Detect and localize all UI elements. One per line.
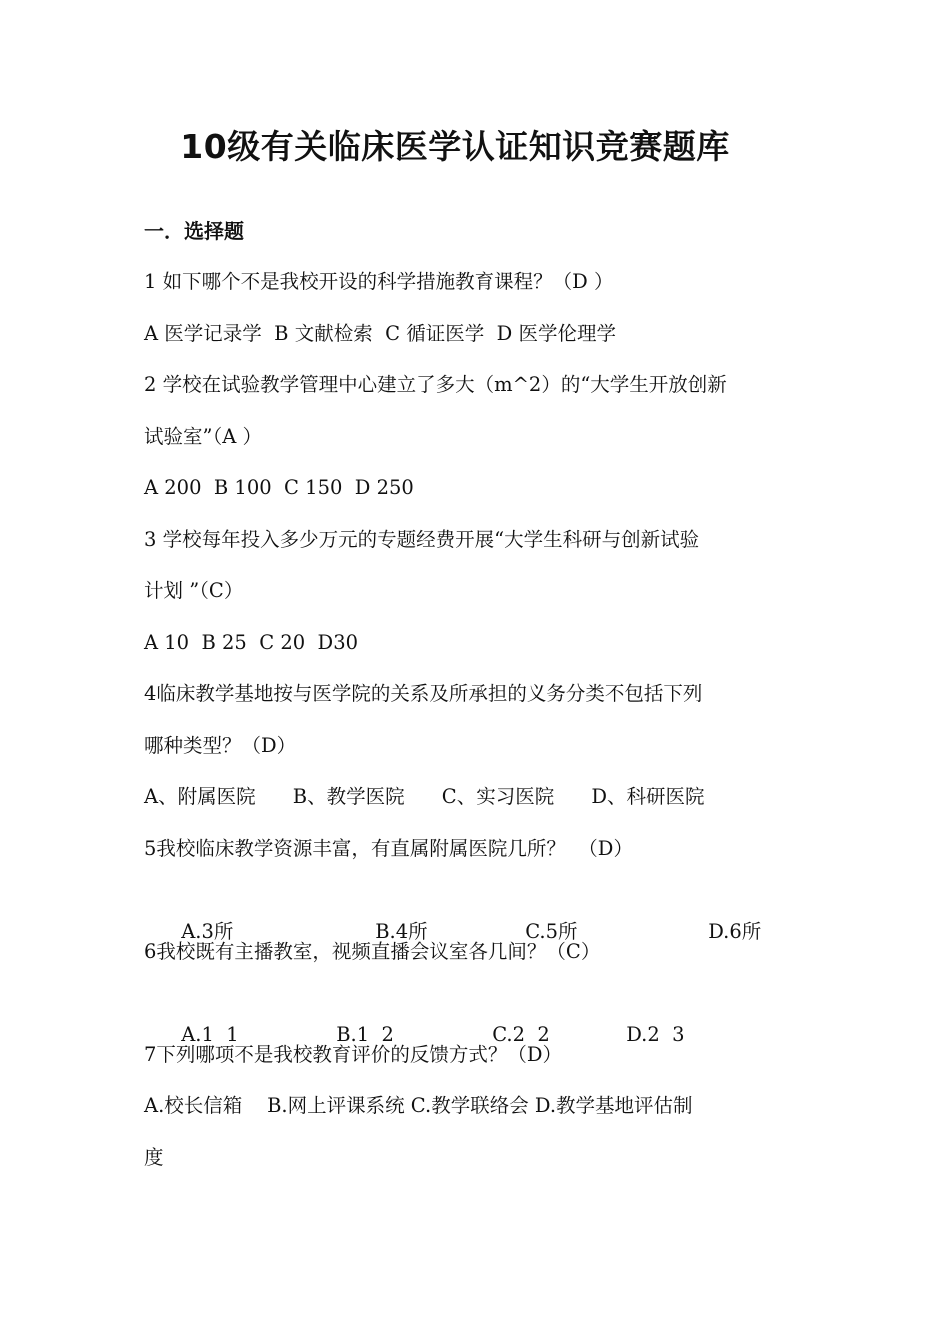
- q6-option-b: B.1 2: [336, 1023, 394, 1046]
- question-1: 1 如下哪个不是我校开设的科学措施教育课程？（D ）: [144, 270, 614, 293]
- question-2: 2 学校在试验教学管理中心建立了多大（m^2）的“大学生开放创新: [144, 373, 727, 396]
- q6-option-a: A.1 1: [181, 1023, 239, 1046]
- question-4-options: A、附属医院 B、教学医院 C、实习医院 D、科研医院: [144, 785, 705, 808]
- q5-option-a: A.3所: [181, 920, 234, 943]
- question-7-options-cont: 度: [144, 1145, 164, 1169]
- question-5: 5我校临床教学资源丰富，有直属附属医院几所？ （D）: [144, 836, 633, 860]
- question-list: [144, 266, 824, 1193]
- q6-option-c: C.2 2: [492, 1023, 550, 1046]
- q5-option-d: D.6所: [708, 920, 762, 943]
- question-5-options: [144, 884, 824, 943]
- question-2-cont: 试验室”（A ）: [144, 424, 262, 448]
- q6-option-d: D.2 3: [626, 1023, 685, 1046]
- question-3-options: A 10 B 25 C 20 D30: [144, 630, 359, 654]
- question-4: 4临床教学基地按与医学院的关系及所承担的义务分类不包括下列: [144, 682, 703, 705]
- document-title: 10级有关临床医学认证知识竞赛题库: [180, 127, 730, 166]
- question-4-cont: 哪种类型？（D）: [144, 733, 297, 757]
- question-2-options: A 200 B 100 C 150 D 250: [144, 476, 414, 499]
- question-6: 6我校既有主播教室，视频直播会议室各几间？（C）: [144, 939, 601, 963]
- q5-option-b: B.4所: [375, 920, 428, 943]
- question-7-options: A.校长信箱 B.网上评课系统 C.教学联络会 D.教学基地评估制: [144, 1094, 693, 1117]
- question-3: 3 学校每年投入多少万元的专题经费开展“大学生科研与创新试验: [144, 527, 700, 551]
- question-6-options: [144, 987, 824, 1046]
- question-3-cont: 计划 ”（C）: [144, 579, 244, 602]
- question-1-options: A 医学记录学 B 文献检索 C 循证医学 D 医学伦理学: [144, 321, 616, 345]
- section-heading: 一．选择题: [144, 219, 244, 243]
- question-7: 7下列哪项不是我校教育评价的反馈方式？（D）: [144, 1042, 563, 1066]
- q5-option-c: C.5所: [525, 920, 578, 943]
